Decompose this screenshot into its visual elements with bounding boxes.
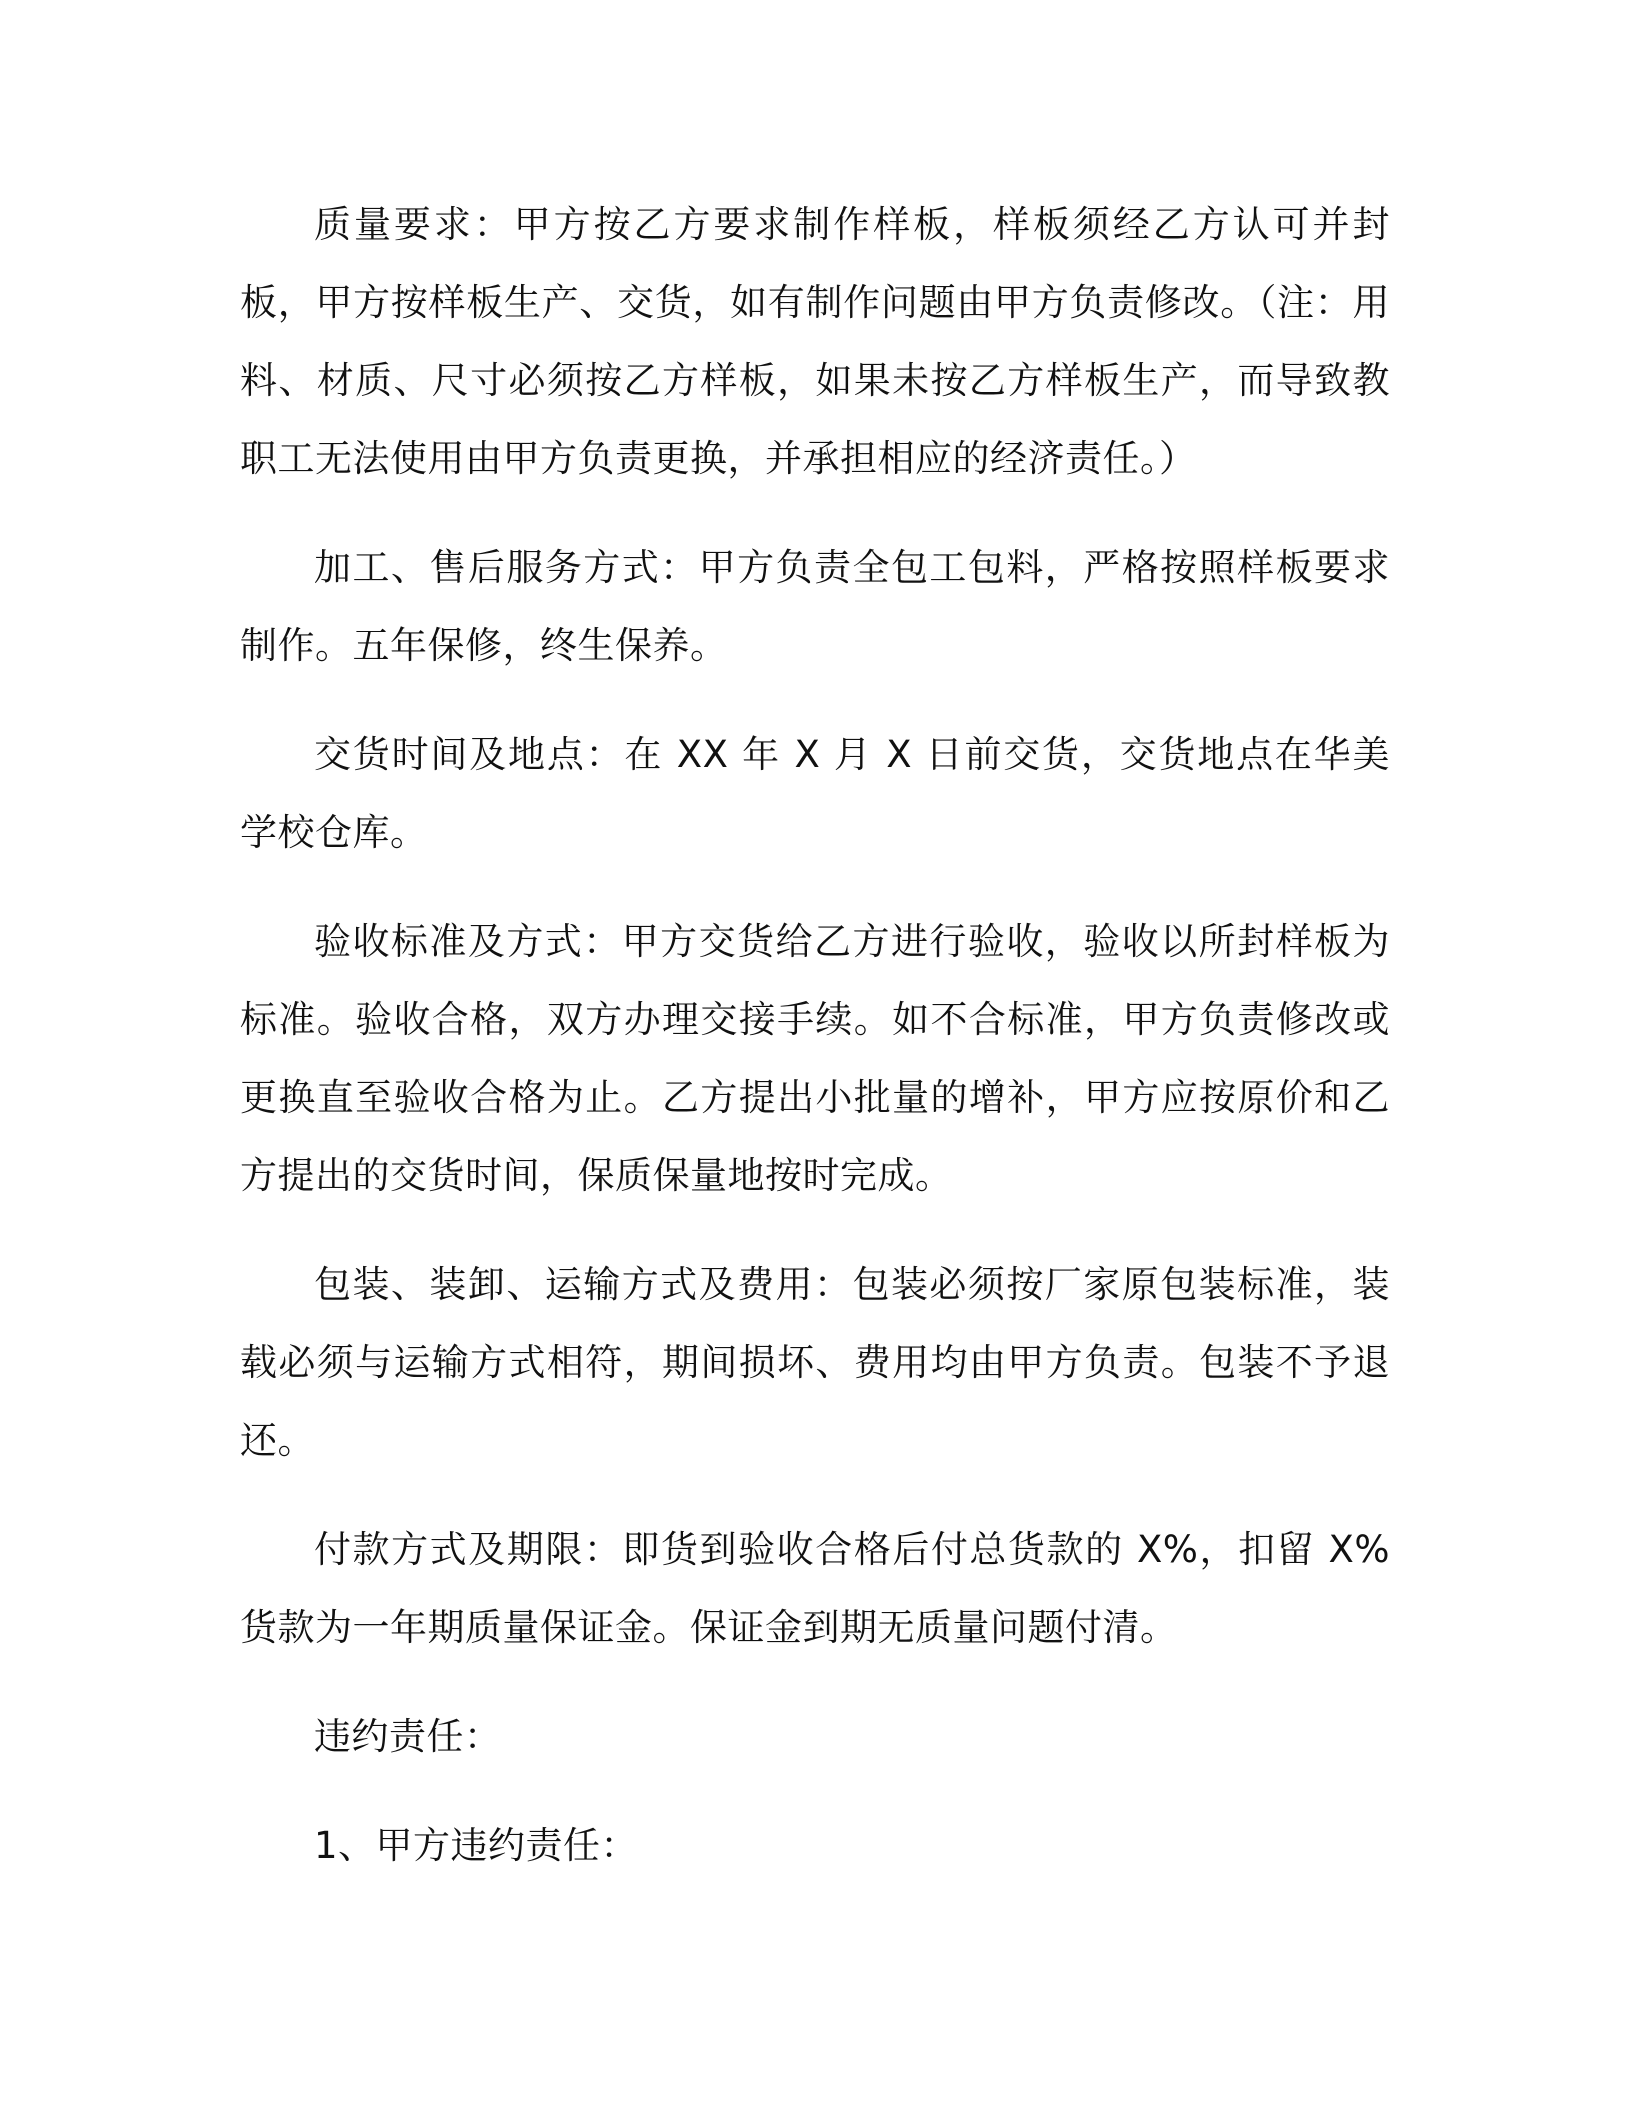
paragraph-packaging-transport: 包装、装卸、运输方式及费用：包装必须按厂家原包装标准，装载必须与运输方式相符，期间损坏、费用均由甲方负责。包装不予退还。: [240, 1263, 1390, 1462]
paragraph-breach-liability-heading: 违约责任：: [314, 1715, 502, 1758]
paragraph-payment-terms: 付款方式及期限：即货到验收合格后付总货款的 X%，扣留 X%货款为一年期质量保证金。保证金到期无质量问题付清。: [240, 1528, 1390, 1649]
paragraph-processing-after-sales: 加工、售后服务方式：甲方负责全包工包料，严格按照样板要求制作。五年保修，终生保养。: [240, 546, 1390, 667]
paragraph-party-a-liability: 1、甲方违约责任：: [314, 1824, 639, 1867]
document-page: [240, 186, 1390, 1885]
paragraph-delivery-time-place: 交货时间及地点：在 XX 年 X 月 X 日前交货，交货地点在华美学校仓库。: [240, 733, 1390, 854]
paragraph-acceptance-standard: 验收标准及方式：甲方交货给乙方进行验收，验收以所封样板为标准。验收合格，双方办理交接手续。如不合标准，甲方负责修改或更换直至验收合格为止。乙方提出小批量的增补，甲方应按原价和乙方提出的交货时间，保质保量地按时完成。: [240, 920, 1390, 1197]
paragraph-quality-requirements: 质量要求：甲方按乙方要求制作样板，样板须经乙方认可并封板，甲方按样板生产、交货，如有制作问题由甲方负责修改。（注：用料、材质、尺寸必须按乙方样板，如果未按乙方样板生产，而导致教职工无法使用由甲方负责更换，并承担相应的经济责任。）: [240, 203, 1390, 480]
